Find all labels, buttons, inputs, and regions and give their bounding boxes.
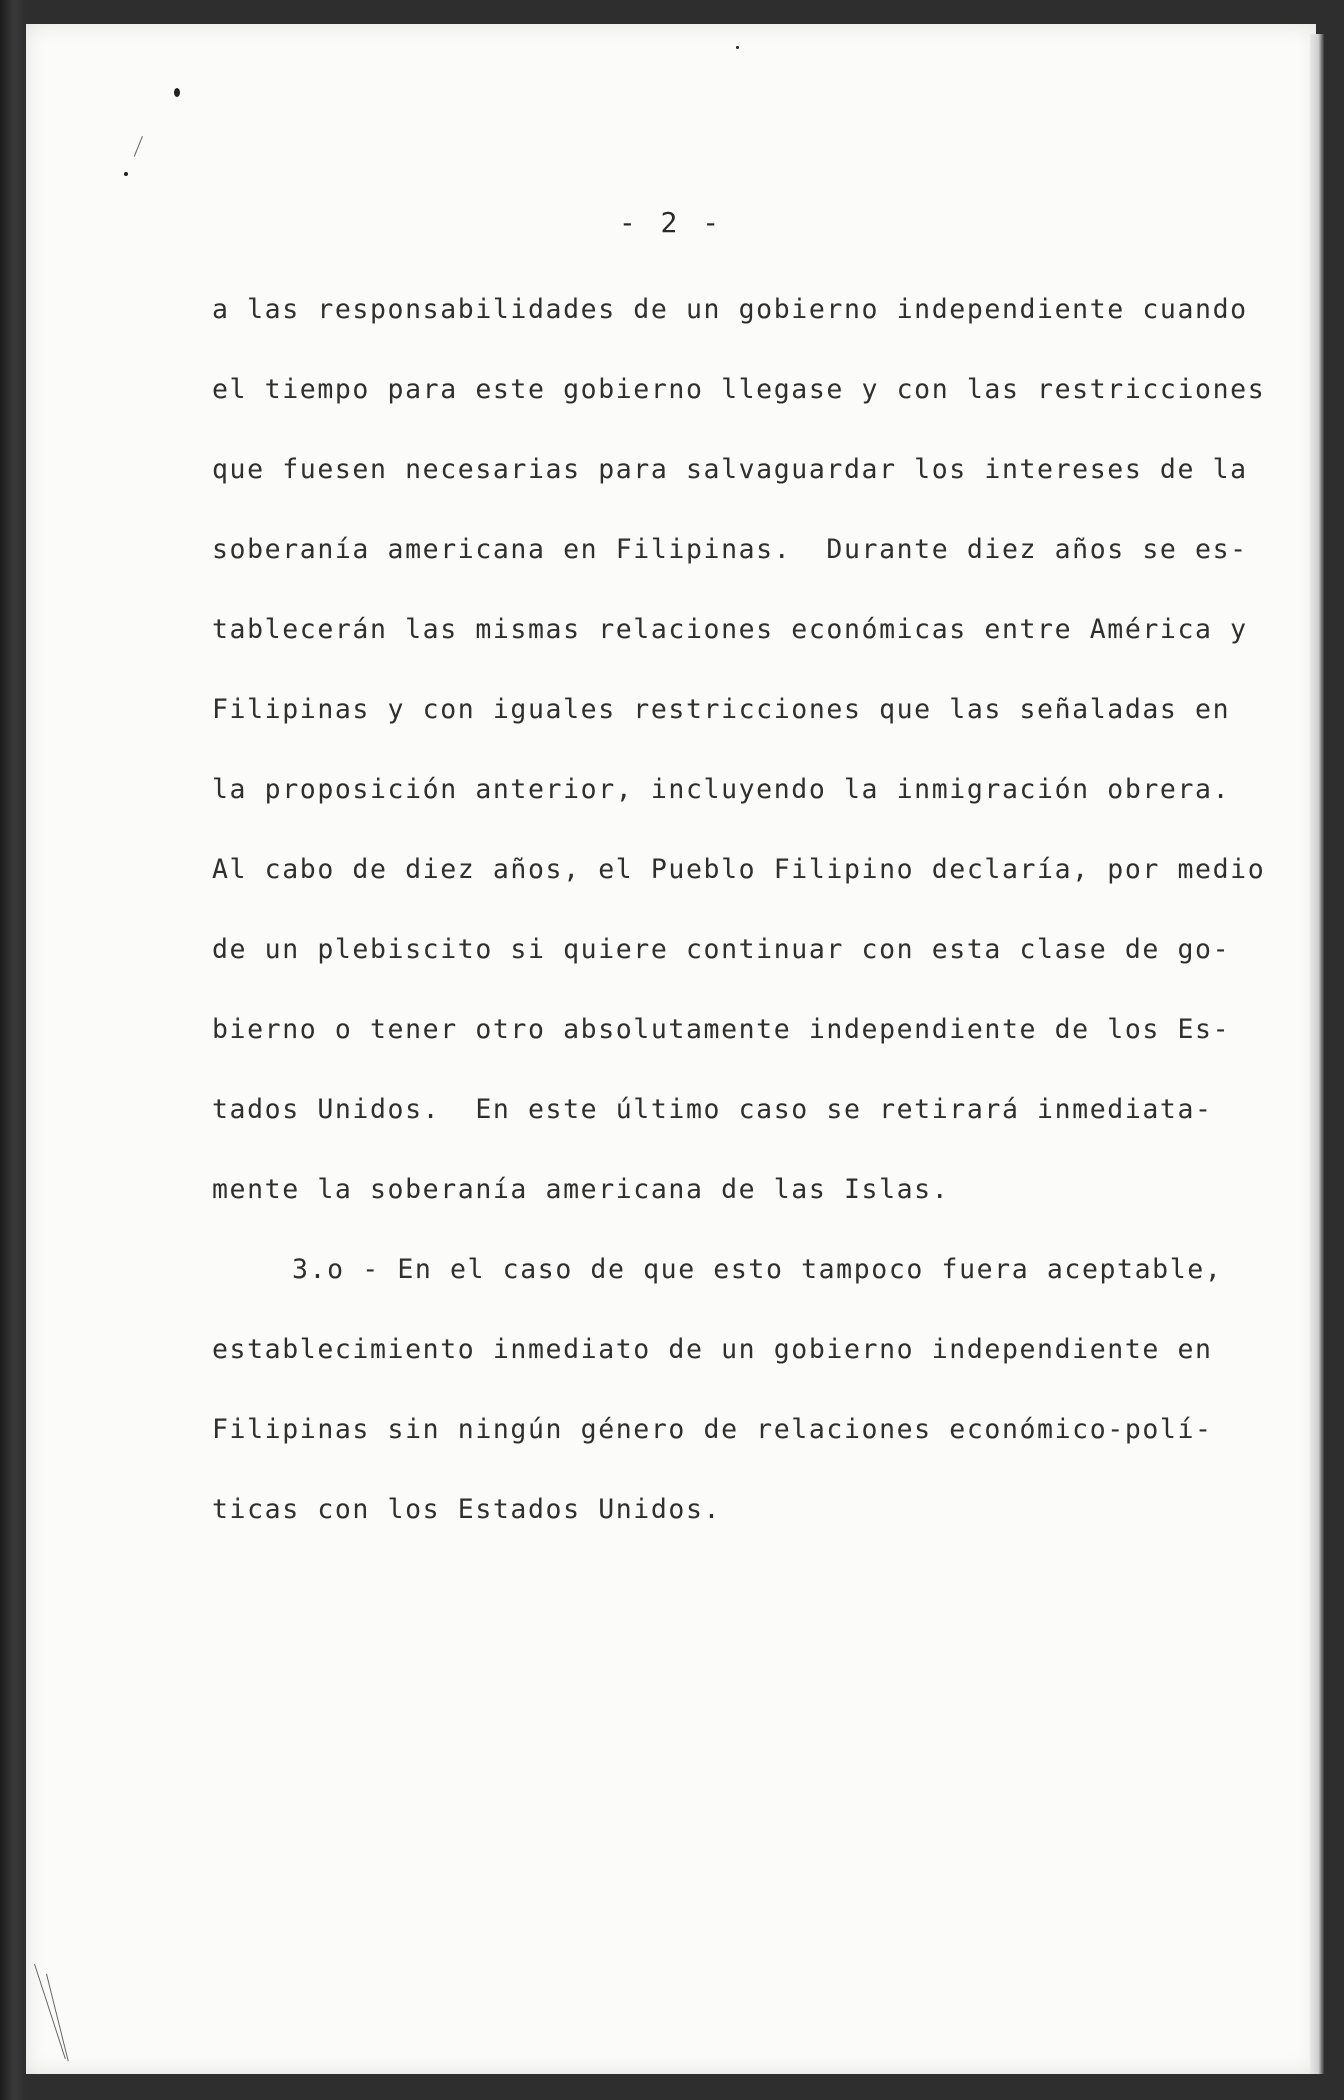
page-edge-shadow bbox=[1310, 34, 1324, 2074]
text-line: Filipinas y con iguales restricciones que las señaladas en bbox=[212, 694, 1231, 725]
text-line: bierno o tener otro absolutamente independiente de los Es- bbox=[212, 1014, 1231, 1045]
text-line: Al cabo de diez años, el Pueblo Filipino declaría, por medio bbox=[212, 854, 1266, 885]
ink-speck bbox=[174, 88, 180, 97]
scan-scratch bbox=[134, 136, 143, 157]
text-line: tados Unidos. En este último caso se retirará inmediata- bbox=[212, 1094, 1213, 1125]
document-body bbox=[212, 280, 1266, 1560]
text-line: ticas con los Estados Unidos. bbox=[212, 1494, 722, 1525]
text-line: tablecerán las mismas relaciones económicas entre América y bbox=[212, 614, 1248, 645]
text-line: mente la soberanía americana de las Islas. bbox=[212, 1174, 950, 1205]
document-page bbox=[26, 24, 1316, 2074]
text-line: soberanía americana en Filipinas. Durante diez años se es- bbox=[212, 534, 1248, 565]
text-line: Filipinas sin ningún género de relaciones económico-polí- bbox=[212, 1414, 1213, 1445]
text-line: a las responsabilidades de un gobierno independiente cuando bbox=[212, 294, 1248, 325]
text-line: establecimiento inmediato de un gobierno independiente en bbox=[212, 1334, 1213, 1365]
text-line: la proposición anterior, incluyendo la inmigración obrera. bbox=[212, 774, 1231, 805]
page-number: - 2 - bbox=[618, 206, 724, 239]
text-line: el tiempo para este gobierno llegase y con las restricciones bbox=[212, 374, 1266, 405]
ink-speck bbox=[736, 46, 739, 49]
text-line: que fuesen necesarias para salvaguardar los intereses de la bbox=[212, 454, 1248, 485]
scan-scratch bbox=[34, 1964, 66, 2059]
ink-speck bbox=[124, 172, 128, 176]
scan-scratch bbox=[46, 1974, 69, 2062]
text-line: de un plebiscito si quiere continuar con esta clase de go- bbox=[212, 934, 1231, 965]
text-line: 3.o - En el caso de que esto tampoco fuera aceptable, bbox=[292, 1254, 1223, 1285]
